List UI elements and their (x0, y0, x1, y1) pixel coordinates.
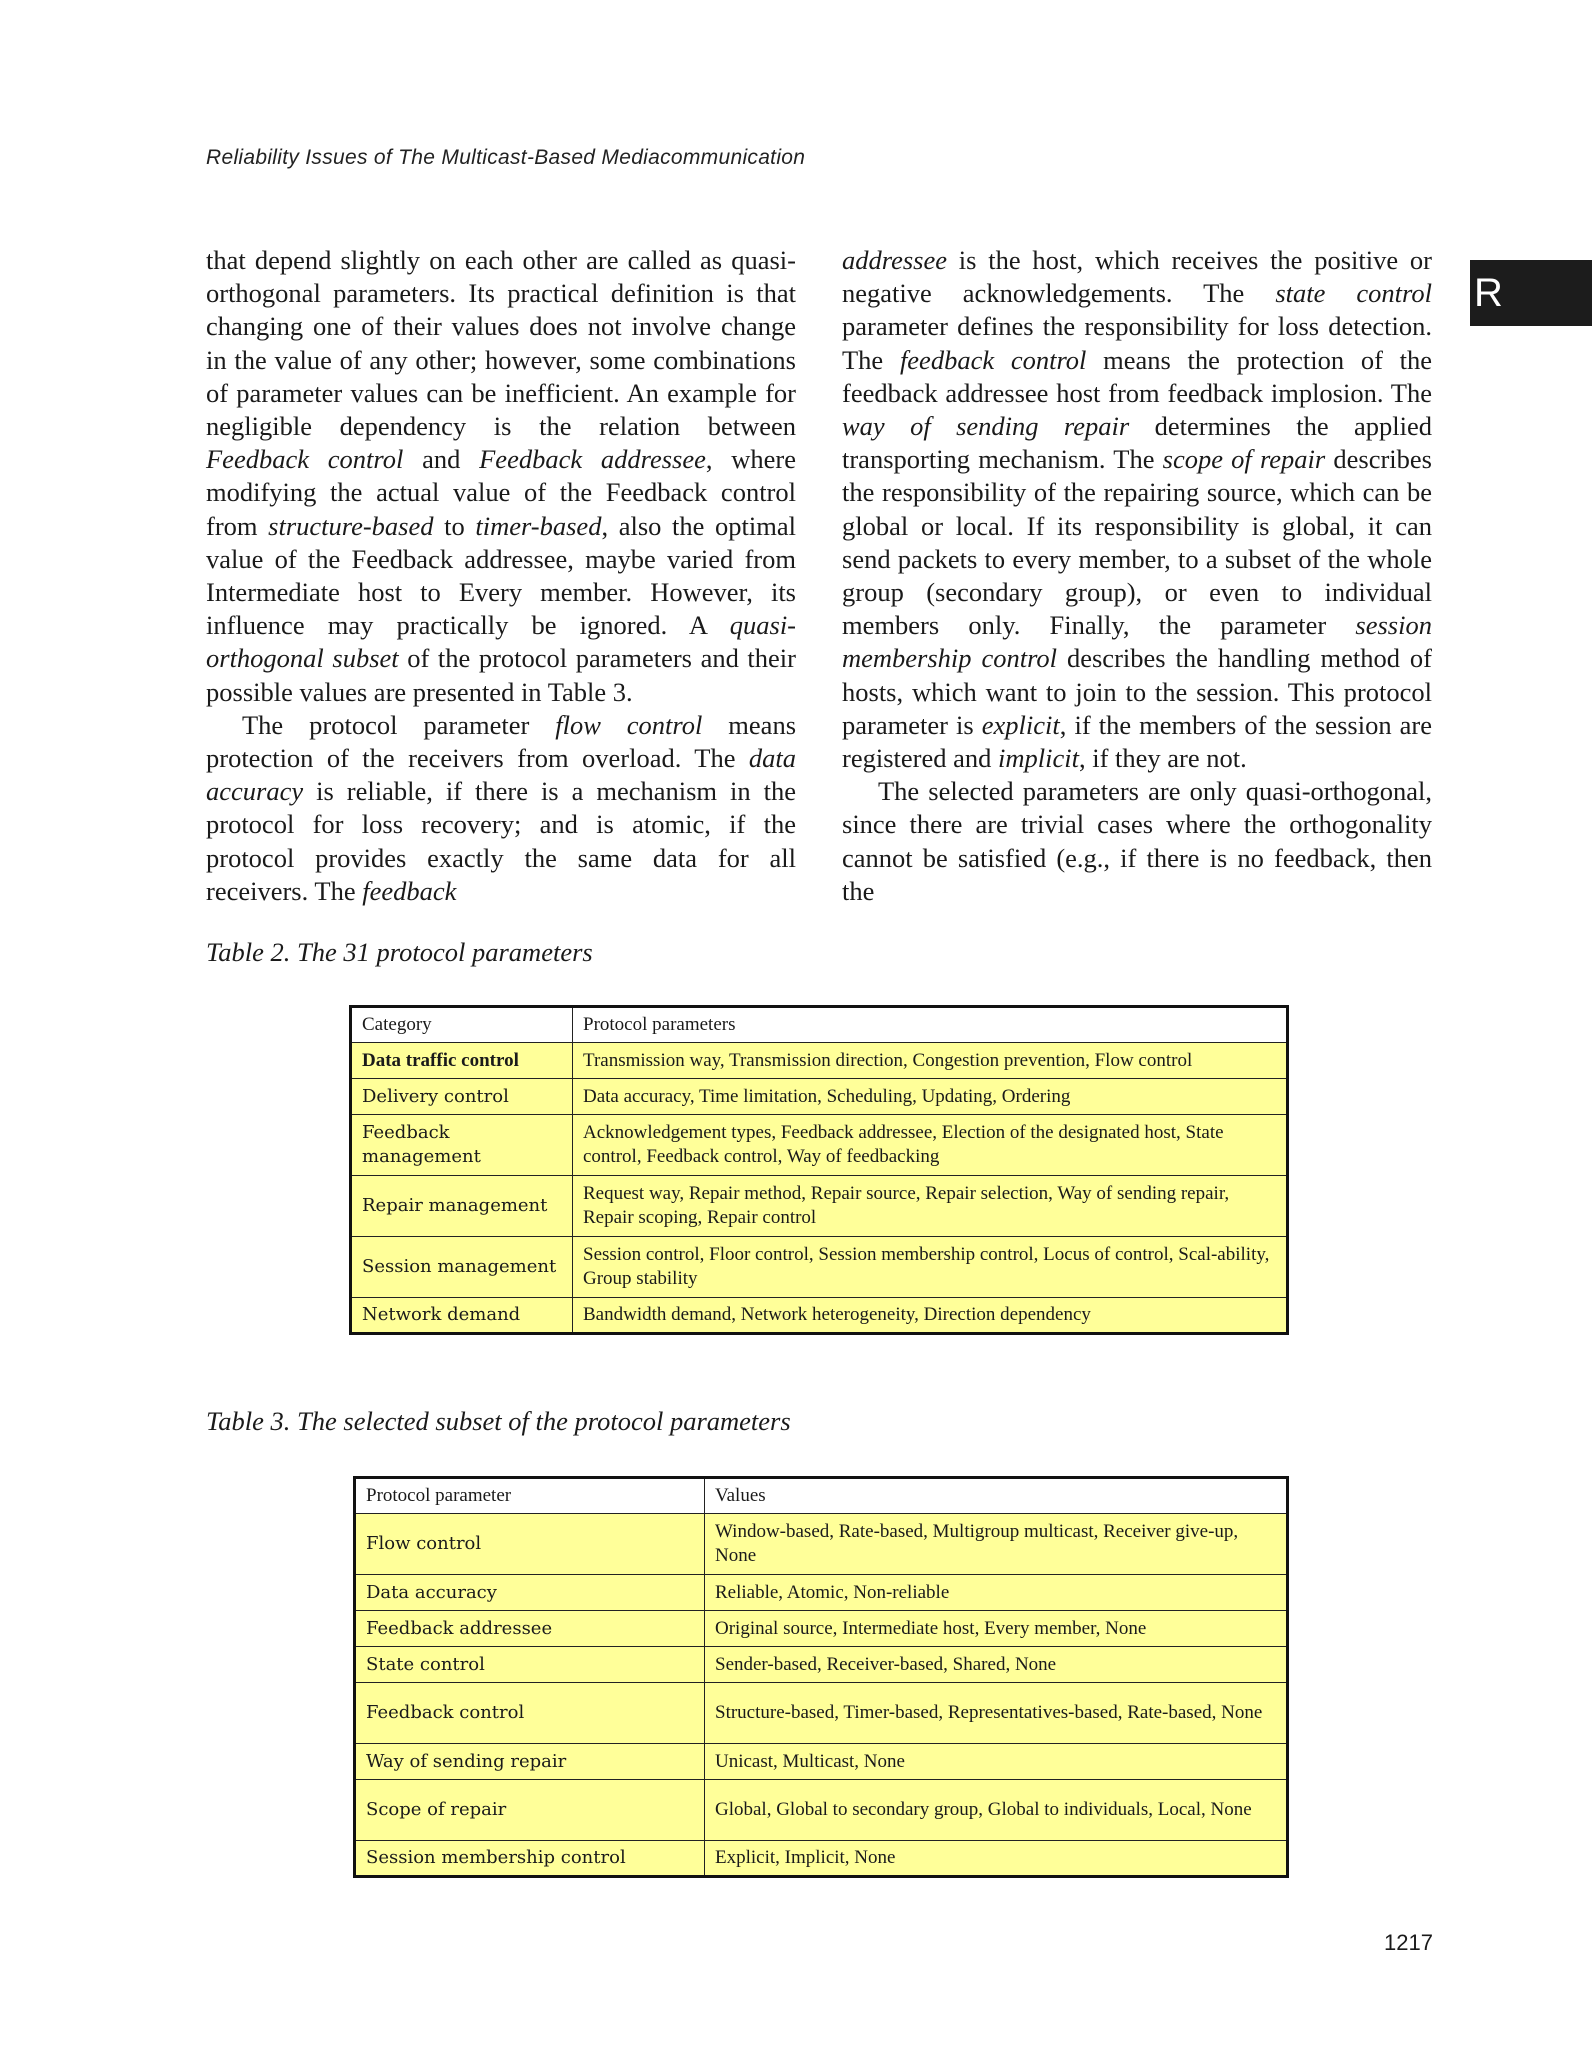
table2-category-cell: Network demand (351, 1298, 573, 1334)
table3-values-cell: Structure-based, Timer-based, Representatives-based, Rate-based, None (705, 1683, 1288, 1744)
table3-parameter-cell: Scope of repair (355, 1780, 705, 1841)
table-row (355, 1575, 1288, 1611)
table2-header-parameters: Protocol parameters (573, 1007, 1288, 1043)
table3-parameter-cell: Flow control (355, 1514, 705, 1575)
table3-header-parameter: Protocol parameter (355, 1478, 705, 1514)
table2-parameters-cell: Session control, Floor control, Session membership control, Locus of control, Scal-ability, Group stability (573, 1237, 1288, 1298)
table3-values-cell: Sender-based, Receiver-based, Shared, None (705, 1647, 1288, 1683)
table-row (351, 1298, 1288, 1334)
table3-values-cell: Original source, Intermediate host, Every member, None (705, 1611, 1288, 1647)
table3-parameter-cell: Feedback addressee (355, 1611, 705, 1647)
table3-header-row (355, 1478, 1288, 1514)
table3-header-values: Values (705, 1478, 1288, 1514)
table-row (355, 1683, 1288, 1744)
table2-category-cell: Repair management (351, 1176, 573, 1237)
table-row (355, 1780, 1288, 1841)
left-column (206, 244, 796, 908)
right-paragraph-2: The selected parameters are only quasi-orthogonal, since there are trivial cases where the orthogonality cannot be satisfied (e.g., if there is no feedback, then the (842, 776, 1432, 906)
left-paragraph-1: that depend slightly on each other are called as quasi-orthogonal parameters. Its practical definition is that changing one of their values does not involve change in the value of any other; however, some combinations of parameter values can be inefficient. An example for negligible dependency is the relation between Feedback control and Feedback addressee, where modifying the actual value of the Feedback control from structure-based to timer-based, also the optimal value of the Feedback addressee, maybe varied from Intermediate host to Every member. However, its influence may practically be ignored. A quasi-orthogonal subset of the protocol parameters and their possible values are presented in Table 3. (206, 245, 796, 707)
table-row (351, 1176, 1288, 1237)
right-column (842, 244, 1432, 908)
table-row (351, 1115, 1288, 1176)
running-title: Reliability Issues of The Multicast-Based Mediacommunication (206, 146, 806, 169)
table2-category-cell: Delivery control (351, 1079, 573, 1115)
table-row (351, 1237, 1288, 1298)
table-row (351, 1079, 1288, 1115)
table-row (351, 1043, 1288, 1079)
table2-parameters-cell: Bandwidth demand, Network heterogeneity, Direction dependency (573, 1298, 1288, 1334)
table2-parameters-cell: Request way, Repair method, Repair source, Repair selection, Way of sending repair, Repair scoping, Repair control (573, 1176, 1288, 1237)
table-row (355, 1611, 1288, 1647)
table2-caption: Table 2. The 31 protocol parameters (206, 937, 593, 967)
table2 (349, 1005, 1289, 1335)
table3-values-cell: Window-based, Rate-based, Multigroup multicast, Receiver give-up, None (705, 1514, 1288, 1575)
table3-caption: Table 3. The selected subset of the protocol parameters (206, 1406, 791, 1436)
left-paragraph-2: The protocol parameter flow control means protection of the receivers from overload. The data accuracy is reliable, if there is a mechanism in the protocol for loss recovery; and is atomic, if the protocol provides exactly the same data for all receivers. The feedback (206, 709, 797, 906)
table3-values-cell: Reliable, Atomic, Non-reliable (705, 1575, 1288, 1611)
table3-values-cell: Global, Global to secondary group, Global to individuals, Local, None (705, 1780, 1288, 1841)
section-tab-marker: R (1470, 260, 1592, 326)
table3-parameter-cell: Session membership control (355, 1841, 705, 1877)
table-row (355, 1841, 1288, 1877)
table2-category-cell: Feedback management (351, 1115, 573, 1176)
page-number: 1217 (1384, 1930, 1433, 1955)
table-row (355, 1514, 1288, 1575)
table2-parameters-cell: Acknowledgement types, Feedback addressee, Election of the designated host, State control, Feedback control, Way of feedbacking (573, 1115, 1288, 1176)
table2-parameters-cell: Data accuracy, Time limitation, Scheduling, Updating, Ordering (573, 1079, 1288, 1115)
table2-category-cell: Session management (351, 1237, 573, 1298)
table3-parameter-cell: Way of sending repair (355, 1744, 705, 1780)
table-row (355, 1744, 1288, 1780)
table-row (355, 1647, 1288, 1683)
table3-parameter-cell: Feedback control (355, 1683, 705, 1744)
table3-parameter-cell: State control (355, 1647, 705, 1683)
table3-parameter-cell: Data accuracy (355, 1575, 705, 1611)
table3-values-cell: Explicit, Implicit, None (705, 1841, 1288, 1877)
table2-parameters-cell: Transmission way, Transmission direction, Congestion prevention, Flow control (573, 1043, 1288, 1079)
table2-header-category: Category (351, 1007, 573, 1043)
table2-header-row (351, 1007, 1288, 1043)
table3 (353, 1476, 1289, 1878)
right-paragraph-1: addressee is the host, which receives the positive or negative acknowledgements. The state control parameter defines the responsibility for loss detection. The feedback control means the protection of the feedback addressee host from feedback implosion. The way of sending repair determines the applied transporting mechanism. The scope of repair describes the responsibility of the repairing source, which can be global or local. If its responsibility is global, it can send packets to every member, to a subset of the whole group (secondary group), or even to individual members only. Finally, the parameter session membership control describes the handling method of hosts, which want to join to the session. This protocol parameter is explicit, if the members of the session are registered and implicit, if they are not. (842, 245, 1433, 774)
table2-category-cell: Data traffic control (351, 1043, 573, 1079)
table3-values-cell: Unicast, Multicast, None (705, 1744, 1288, 1780)
